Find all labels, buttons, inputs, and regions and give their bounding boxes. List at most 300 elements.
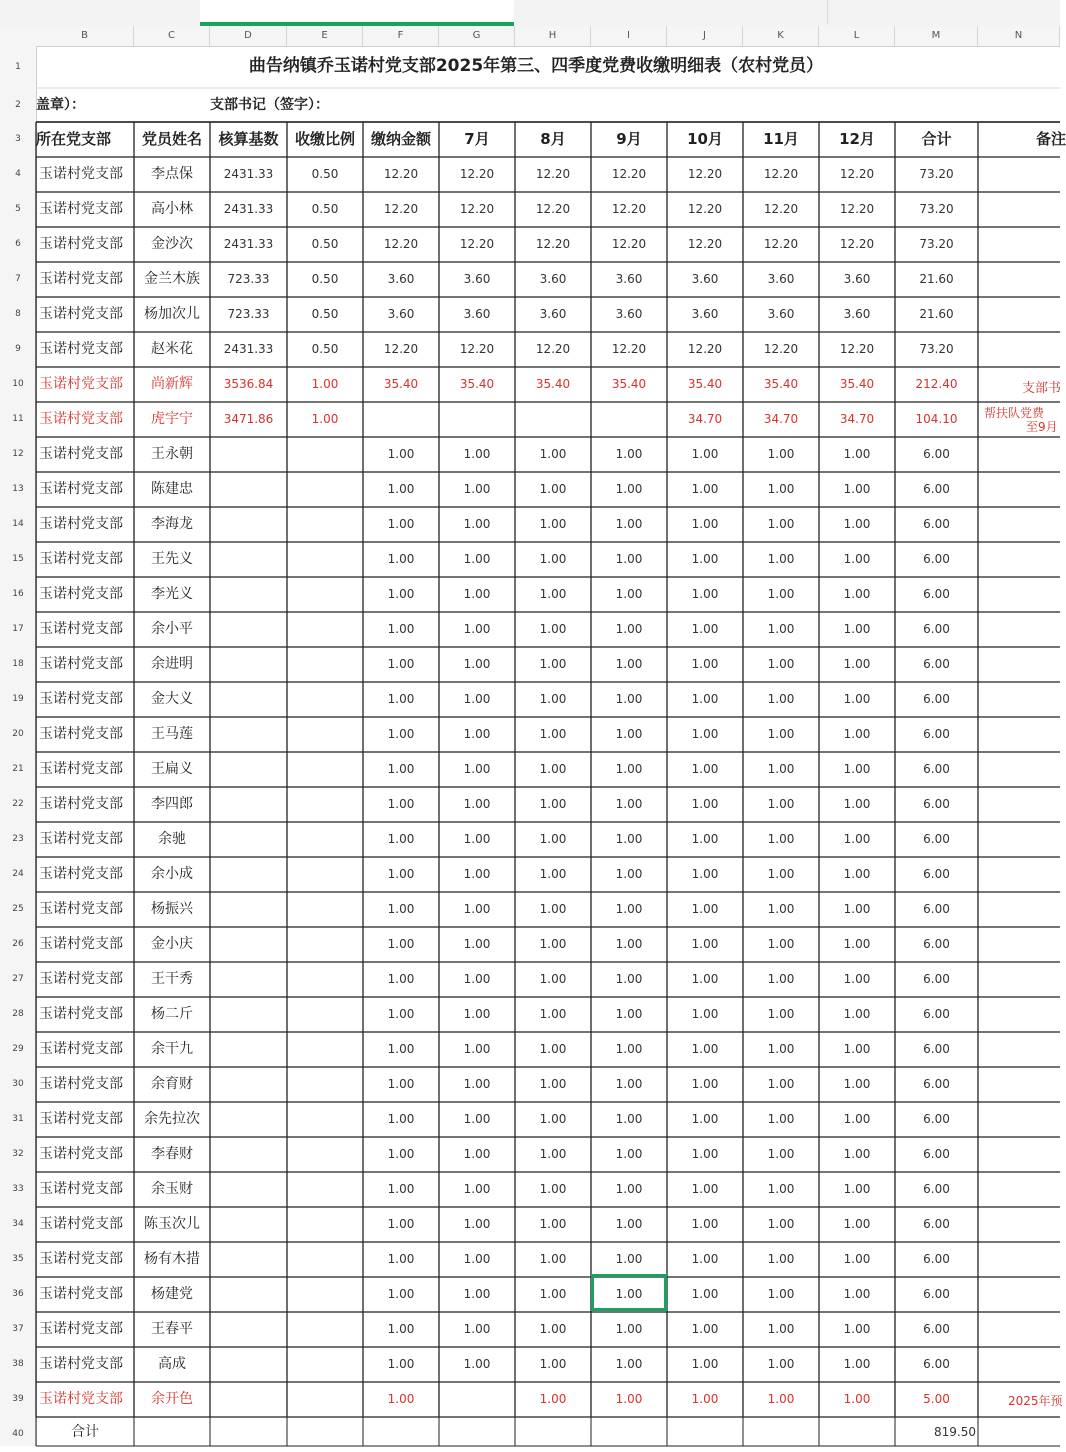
branch-cell[interactable]: 玉诺村党支部 bbox=[39, 1216, 123, 1232]
value-cell[interactable]: 1.00 bbox=[463, 727, 491, 741]
member-name-cell[interactable]: 金大义 bbox=[151, 691, 193, 707]
value-cell[interactable]: 1.00 bbox=[539, 1182, 567, 1196]
value-cell[interactable]: 3.60 bbox=[691, 272, 719, 286]
value-cell[interactable]: 1.00 bbox=[615, 1392, 643, 1406]
value-cell[interactable]: 1.00 bbox=[463, 937, 491, 951]
value-cell[interactable]: 6.00 bbox=[923, 1147, 950, 1161]
value-cell[interactable]: 12.20 bbox=[839, 342, 875, 356]
value-cell[interactable]: 1.00 bbox=[615, 762, 643, 776]
value-cell[interactable]: 6.00 bbox=[923, 1007, 950, 1021]
value-cell[interactable] bbox=[210, 927, 287, 962]
row-number[interactable]: 15 bbox=[12, 554, 24, 564]
value-cell[interactable]: 1.00 bbox=[387, 902, 415, 916]
member-name-cell[interactable]: 余小平 bbox=[151, 621, 193, 637]
value-cell[interactable] bbox=[287, 1347, 363, 1382]
value-cell[interactable]: 1.00 bbox=[843, 1217, 871, 1231]
value-cell[interactable]: 1.00 bbox=[539, 1217, 567, 1231]
value-cell[interactable]: 34.70 bbox=[839, 412, 875, 426]
value-cell[interactable]: 73.20 bbox=[919, 342, 954, 356]
value-cell[interactable]: 1.00 bbox=[387, 1112, 415, 1126]
value-cell[interactable]: 12.20 bbox=[611, 167, 647, 181]
value-cell[interactable]: 1.00 bbox=[539, 867, 567, 881]
value-cell[interactable]: 1.00 bbox=[539, 1147, 567, 1161]
value-cell[interactable]: 1.00 bbox=[539, 657, 567, 671]
value-cell[interactable] bbox=[210, 1312, 287, 1347]
row-number[interactable]: 28 bbox=[12, 1009, 24, 1019]
member-name-cell[interactable]: 余干九 bbox=[151, 1041, 193, 1057]
value-cell[interactable]: 1.00 bbox=[767, 552, 795, 566]
branch-cell[interactable]: 玉诺村党支部 bbox=[39, 726, 123, 742]
row-number[interactable]: 31 bbox=[12, 1114, 24, 1124]
value-cell[interactable] bbox=[210, 1347, 287, 1382]
row-number[interactable]: 40 bbox=[12, 1429, 24, 1439]
value-cell[interactable]: 6.00 bbox=[923, 482, 950, 496]
value-cell[interactable]: 12.20 bbox=[839, 167, 875, 181]
row-number[interactable]: 34 bbox=[12, 1219, 24, 1229]
value-cell[interactable]: 1.00 bbox=[767, 1322, 795, 1336]
value-cell[interactable]: 1.00 bbox=[539, 1077, 567, 1091]
value-cell[interactable]: 1.00 bbox=[387, 517, 415, 531]
value-cell[interactable]: 6.00 bbox=[923, 727, 950, 741]
value-cell[interactable]: 1.00 bbox=[387, 1147, 415, 1161]
value-cell[interactable] bbox=[210, 822, 287, 857]
value-cell[interactable]: 1.00 bbox=[691, 1357, 719, 1371]
value-cell[interactable] bbox=[287, 1032, 363, 1067]
value-cell[interactable]: 2431.33 bbox=[223, 167, 274, 181]
row-number[interactable]: 1 bbox=[15, 62, 21, 72]
value-cell[interactable]: 2431.33 bbox=[223, 342, 274, 356]
value-cell[interactable]: 35.40 bbox=[687, 377, 723, 391]
row-number[interactable]: 30 bbox=[12, 1079, 24, 1089]
value-cell[interactable]: 1.00 bbox=[843, 1042, 871, 1056]
member-name-cell[interactable]: 王干秀 bbox=[151, 971, 193, 987]
branch-cell[interactable]: 玉诺村党支部 bbox=[39, 656, 123, 672]
value-cell[interactable]: 1.00 bbox=[463, 867, 491, 881]
value-cell[interactable]: 6.00 bbox=[923, 447, 950, 461]
column-letter-M[interactable]: M bbox=[895, 26, 978, 46]
value-cell[interactable]: 3.60 bbox=[463, 272, 491, 286]
value-cell[interactable]: 1.00 bbox=[767, 1077, 795, 1091]
row-number[interactable]: 23 bbox=[12, 834, 24, 844]
value-cell[interactable]: 1.00 bbox=[615, 832, 643, 846]
value-cell[interactable] bbox=[210, 577, 287, 612]
value-cell[interactable]: 6.00 bbox=[923, 1042, 950, 1056]
value-cell[interactable]: 1.00 bbox=[463, 692, 491, 706]
value-cell[interactable]: 1.00 bbox=[387, 972, 415, 986]
branch-cell[interactable]: 玉诺村党支部 bbox=[39, 551, 123, 567]
row-number[interactable]: 26 bbox=[12, 939, 24, 949]
value-cell[interactable]: 1.00 bbox=[843, 1322, 871, 1336]
row-number[interactable]: 29 bbox=[12, 1044, 24, 1054]
branch-cell[interactable]: 玉诺村党支部 bbox=[39, 761, 123, 777]
value-cell[interactable]: 12.20 bbox=[535, 167, 571, 181]
value-cell[interactable]: 1.00 bbox=[615, 517, 643, 531]
row-number[interactable]: 35 bbox=[12, 1254, 24, 1264]
value-cell[interactable]: 1.00 bbox=[767, 622, 795, 636]
value-cell[interactable]: 12.20 bbox=[763, 342, 799, 356]
value-cell[interactable]: 6.00 bbox=[923, 1322, 950, 1336]
value-cell[interactable] bbox=[363, 402, 439, 437]
value-cell[interactable]: 34.70 bbox=[763, 412, 799, 426]
value-cell[interactable]: 1.00 bbox=[539, 517, 567, 531]
branch-cell[interactable]: 玉诺村党支部 bbox=[39, 936, 123, 952]
value-cell[interactable]: 1.00 bbox=[767, 1182, 795, 1196]
value-cell[interactable]: 1.00 bbox=[615, 1357, 643, 1371]
value-cell[interactable]: 1.00 bbox=[691, 1077, 719, 1091]
value-cell[interactable]: 1.00 bbox=[387, 552, 415, 566]
value-cell[interactable]: 1.00 bbox=[387, 482, 415, 496]
value-cell[interactable]: 1.00 bbox=[691, 692, 719, 706]
value-cell[interactable] bbox=[591, 402, 667, 437]
member-name-cell[interactable]: 余进明 bbox=[151, 656, 193, 672]
member-name-cell[interactable]: 高小林 bbox=[151, 201, 193, 217]
branch-cell[interactable]: 玉诺村党支部 bbox=[39, 271, 123, 287]
grand-total-value[interactable]: 819.50 bbox=[934, 1425, 976, 1439]
value-cell[interactable]: 1.00 bbox=[387, 1217, 415, 1231]
branch-cell[interactable]: 玉诺村党支部 bbox=[39, 516, 123, 532]
value-cell[interactable]: 1.00 bbox=[843, 1077, 871, 1091]
value-cell[interactable] bbox=[287, 1207, 363, 1242]
value-cell[interactable]: 1.00 bbox=[843, 832, 871, 846]
value-cell[interactable]: 1.00 bbox=[767, 902, 795, 916]
column-letter-H[interactable]: H bbox=[515, 26, 591, 46]
value-cell[interactable]: 1.00 bbox=[387, 1322, 415, 1336]
value-cell[interactable]: 1.00 bbox=[539, 937, 567, 951]
value-cell[interactable]: 12.20 bbox=[535, 237, 571, 251]
value-cell[interactable] bbox=[210, 682, 287, 717]
column-letter-G[interactable]: G bbox=[439, 26, 515, 46]
column-letter-B[interactable]: B bbox=[36, 26, 134, 46]
value-cell[interactable]: 1.00 bbox=[463, 1287, 491, 1301]
value-cell[interactable]: 1.00 bbox=[463, 447, 491, 461]
value-cell[interactable] bbox=[287, 997, 363, 1032]
value-cell[interactable]: 3.60 bbox=[539, 272, 567, 286]
value-cell[interactable] bbox=[287, 542, 363, 577]
value-cell[interactable]: 1.00 bbox=[843, 1182, 871, 1196]
value-cell[interactable] bbox=[210, 857, 287, 892]
value-cell[interactable]: 6.00 bbox=[923, 797, 950, 811]
value-cell[interactable]: 21.60 bbox=[919, 307, 954, 321]
row-number[interactable]: 39 bbox=[12, 1394, 24, 1404]
value-cell[interactable]: 12.20 bbox=[763, 167, 799, 181]
branch-cell[interactable]: 玉诺村党支部 bbox=[39, 1006, 123, 1022]
value-cell[interactable]: 1.00 bbox=[843, 867, 871, 881]
value-cell[interactable]: 6.00 bbox=[923, 1217, 950, 1231]
value-cell[interactable]: 1.00 bbox=[691, 902, 719, 916]
value-cell[interactable]: 12.20 bbox=[687, 237, 723, 251]
value-cell[interactable]: 6.00 bbox=[923, 1182, 950, 1196]
value-cell[interactable]: 3.60 bbox=[463, 307, 491, 321]
value-cell[interactable]: 12.20 bbox=[459, 202, 495, 216]
branch-cell[interactable]: 玉诺村党支部 bbox=[39, 1356, 123, 1372]
value-cell[interactable]: 1.00 bbox=[387, 762, 415, 776]
column-letter-F[interactable]: F bbox=[363, 26, 439, 46]
row-number[interactable]: 36 bbox=[12, 1289, 24, 1299]
value-cell[interactable]: 12.20 bbox=[611, 342, 647, 356]
value-cell[interactable] bbox=[210, 1172, 287, 1207]
value-cell[interactable]: 1.00 bbox=[615, 657, 643, 671]
value-cell[interactable]: 35.40 bbox=[383, 377, 419, 391]
branch-cell[interactable]: 玉诺村党支部 bbox=[39, 1146, 123, 1162]
value-cell[interactable]: 1.00 bbox=[539, 692, 567, 706]
value-cell[interactable]: 1.00 bbox=[843, 1252, 871, 1266]
value-cell[interactable]: 1.00 bbox=[843, 972, 871, 986]
member-name-cell[interactable]: 陈建忠 bbox=[151, 481, 193, 497]
selected-cell-indicator[interactable] bbox=[591, 1274, 667, 1311]
value-cell[interactable]: 12.20 bbox=[383, 202, 419, 216]
branch-cell[interactable]: 玉诺村党支部 bbox=[39, 1286, 123, 1302]
value-cell[interactable]: 12.20 bbox=[383, 342, 419, 356]
value-cell[interactable]: 12.20 bbox=[535, 202, 571, 216]
value-cell[interactable] bbox=[287, 1102, 363, 1137]
value-cell[interactable]: 3.60 bbox=[387, 307, 415, 321]
value-cell[interactable]: 1.00 bbox=[843, 1287, 871, 1301]
value-cell[interactable]: 1.00 bbox=[539, 1392, 567, 1406]
value-cell[interactable]: 12.20 bbox=[687, 342, 723, 356]
active-sheet-tab[interactable] bbox=[200, 0, 514, 26]
value-cell[interactable]: 1.00 bbox=[615, 972, 643, 986]
value-cell[interactable]: 0.50 bbox=[311, 167, 339, 181]
value-cell[interactable]: 1.00 bbox=[463, 482, 491, 496]
row-number[interactable]: 16 bbox=[12, 589, 24, 599]
column-letter-J[interactable]: J bbox=[667, 26, 743, 46]
value-cell[interactable]: 12.20 bbox=[839, 237, 875, 251]
value-cell[interactable]: 1.00 bbox=[615, 1217, 643, 1231]
value-cell[interactable] bbox=[287, 1277, 363, 1312]
branch-cell[interactable]: 玉诺村党支部 bbox=[39, 1181, 123, 1197]
value-cell[interactable]: 1.00 bbox=[615, 867, 643, 881]
branch-cell[interactable]: 玉诺村党支部 bbox=[39, 1076, 123, 1092]
row-number[interactable]: 17 bbox=[12, 624, 24, 634]
value-cell[interactable]: 3.60 bbox=[615, 307, 643, 321]
value-cell[interactable]: 2431.33 bbox=[223, 237, 274, 251]
member-name-cell[interactable]: 王扁义 bbox=[151, 761, 193, 777]
member-name-cell[interactable]: 赵米花 bbox=[151, 341, 193, 357]
value-cell[interactable]: 1.00 bbox=[387, 797, 415, 811]
row-number[interactable]: 2 bbox=[15, 100, 21, 110]
member-name-cell[interactable]: 金小庆 bbox=[151, 936, 193, 952]
value-cell[interactable]: 1.00 bbox=[691, 1322, 719, 1336]
value-cell[interactable]: 1.00 bbox=[691, 1287, 719, 1301]
row-number[interactable]: 7 bbox=[15, 274, 21, 284]
value-cell[interactable]: 1.00 bbox=[843, 1392, 871, 1406]
value-cell[interactable]: 1.00 bbox=[691, 1042, 719, 1056]
member-name-cell[interactable]: 余先拉次 bbox=[144, 1111, 200, 1127]
value-cell[interactable] bbox=[210, 787, 287, 822]
branch-cell[interactable]: 玉诺村党支部 bbox=[39, 691, 123, 707]
member-name-cell[interactable]: 杨有木措 bbox=[144, 1251, 200, 1267]
row-number[interactable]: 25 bbox=[12, 904, 24, 914]
value-cell[interactable]: 12.20 bbox=[459, 167, 495, 181]
row-number[interactable]: 27 bbox=[12, 974, 24, 984]
branch-cell[interactable]: 玉诺村党支部 bbox=[39, 1251, 123, 1267]
value-cell[interactable] bbox=[210, 647, 287, 682]
value-cell[interactable]: 6.00 bbox=[923, 762, 950, 776]
value-cell[interactable]: 6.00 bbox=[923, 1252, 950, 1266]
value-cell[interactable]: 12.20 bbox=[383, 237, 419, 251]
value-cell[interactable] bbox=[210, 997, 287, 1032]
value-cell[interactable] bbox=[287, 1067, 363, 1102]
value-cell[interactable] bbox=[287, 682, 363, 717]
row-number[interactable]: 38 bbox=[12, 1359, 24, 1369]
value-cell[interactable]: 1.00 bbox=[843, 692, 871, 706]
value-cell[interactable]: 3.60 bbox=[767, 307, 795, 321]
value-cell[interactable] bbox=[210, 437, 287, 472]
value-cell[interactable] bbox=[287, 752, 363, 787]
value-cell[interactable]: 35.40 bbox=[459, 377, 495, 391]
value-cell[interactable]: 1.00 bbox=[691, 937, 719, 951]
value-cell[interactable]: 1.00 bbox=[387, 1392, 415, 1406]
value-cell[interactable]: 1.00 bbox=[767, 972, 795, 986]
member-name-cell[interactable]: 尚新辉 bbox=[151, 376, 193, 392]
value-cell[interactable] bbox=[210, 752, 287, 787]
value-cell[interactable]: 1.00 bbox=[387, 587, 415, 601]
value-cell[interactable]: 1.00 bbox=[767, 867, 795, 881]
value-cell[interactable]: 3.60 bbox=[539, 307, 567, 321]
value-cell[interactable]: 3.60 bbox=[843, 272, 871, 286]
member-name-cell[interactable]: 王先义 bbox=[151, 551, 193, 567]
value-cell[interactable] bbox=[287, 927, 363, 962]
value-cell[interactable]: 1.00 bbox=[387, 1182, 415, 1196]
value-cell[interactable]: 0.50 bbox=[311, 202, 339, 216]
value-cell[interactable]: 0.50 bbox=[311, 342, 339, 356]
value-cell[interactable]: 1.00 bbox=[463, 1112, 491, 1126]
branch-cell[interactable]: 玉诺村党支部 bbox=[39, 796, 123, 812]
value-cell[interactable]: 1.00 bbox=[691, 1392, 719, 1406]
value-cell[interactable]: 6.00 bbox=[923, 937, 950, 951]
value-cell[interactable]: 1.00 bbox=[539, 832, 567, 846]
member-name-cell[interactable]: 李点保 bbox=[151, 166, 193, 182]
member-name-cell[interactable]: 余育财 bbox=[151, 1076, 193, 1092]
value-cell[interactable]: 35.40 bbox=[535, 377, 571, 391]
value-cell[interactable] bbox=[210, 472, 287, 507]
value-cell[interactable]: 1.00 bbox=[691, 552, 719, 566]
value-cell[interactable]: 1.00 bbox=[463, 622, 491, 636]
member-name-cell[interactable]: 李四郎 bbox=[151, 796, 193, 812]
value-cell[interactable]: 12.20 bbox=[611, 202, 647, 216]
value-cell[interactable] bbox=[210, 1137, 287, 1172]
value-cell[interactable]: 1.00 bbox=[767, 1147, 795, 1161]
value-cell[interactable]: 6.00 bbox=[923, 867, 950, 881]
value-cell[interactable]: 1.00 bbox=[615, 447, 643, 461]
member-name-cell[interactable]: 余玉财 bbox=[151, 1181, 193, 1197]
value-cell[interactable] bbox=[210, 1207, 287, 1242]
value-cell[interactable]: 1.00 bbox=[691, 1217, 719, 1231]
value-cell[interactable]: 1.00 bbox=[691, 657, 719, 671]
value-cell[interactable]: 1.00 bbox=[463, 1147, 491, 1161]
value-cell[interactable]: 1.00 bbox=[387, 657, 415, 671]
value-cell[interactable]: 1.00 bbox=[691, 972, 719, 986]
value-cell[interactable]: 12.20 bbox=[839, 202, 875, 216]
value-cell[interactable]: 1.00 bbox=[767, 1287, 795, 1301]
value-cell[interactable]: 1.00 bbox=[767, 657, 795, 671]
value-cell[interactable]: 73.20 bbox=[919, 202, 954, 216]
value-cell[interactable]: 6.00 bbox=[923, 832, 950, 846]
value-cell[interactable] bbox=[287, 507, 363, 542]
value-cell[interactable]: 1.00 bbox=[843, 482, 871, 496]
row-number[interactable]: 24 bbox=[12, 869, 24, 879]
row-number[interactable]: 12 bbox=[12, 449, 24, 459]
value-cell[interactable]: 1.00 bbox=[387, 1357, 415, 1371]
value-cell[interactable]: 12.20 bbox=[535, 342, 571, 356]
value-cell[interactable]: 1.00 bbox=[311, 412, 339, 426]
value-cell[interactable]: 1.00 bbox=[463, 1077, 491, 1091]
member-name-cell[interactable]: 王永朝 bbox=[151, 446, 193, 462]
value-cell[interactable]: 1.00 bbox=[463, 1217, 491, 1231]
branch-cell[interactable]: 玉诺村党支部 bbox=[39, 376, 123, 392]
value-cell[interactable]: 1.00 bbox=[691, 727, 719, 741]
value-cell[interactable]: 1.00 bbox=[615, 1077, 643, 1091]
branch-cell[interactable]: 玉诺村党支部 bbox=[39, 446, 123, 462]
value-cell[interactable]: 6.00 bbox=[923, 1357, 950, 1371]
value-cell[interactable]: 12.20 bbox=[763, 237, 799, 251]
value-cell[interactable]: 1.00 bbox=[691, 622, 719, 636]
value-cell[interactable]: 723.33 bbox=[227, 307, 270, 321]
member-name-cell[interactable]: 余开色 bbox=[151, 1391, 193, 1407]
value-cell[interactable] bbox=[210, 1277, 287, 1312]
value-cell[interactable]: 1.00 bbox=[843, 902, 871, 916]
value-cell[interactable]: 1.00 bbox=[691, 482, 719, 496]
value-cell[interactable]: 1.00 bbox=[539, 587, 567, 601]
value-cell[interactable]: 1.00 bbox=[387, 622, 415, 636]
branch-cell[interactable]: 玉诺村党支部 bbox=[39, 971, 123, 987]
value-cell[interactable]: 1.00 bbox=[463, 1357, 491, 1371]
value-cell[interactable]: 1.00 bbox=[539, 447, 567, 461]
value-cell[interactable]: 1.00 bbox=[767, 1042, 795, 1056]
value-cell[interactable]: 1.00 bbox=[463, 797, 491, 811]
value-cell[interactable] bbox=[287, 1137, 363, 1172]
value-cell[interactable]: 1.00 bbox=[615, 587, 643, 601]
member-name-cell[interactable]: 杨振兴 bbox=[151, 901, 193, 917]
value-cell[interactable]: 1.00 bbox=[387, 1007, 415, 1021]
value-cell[interactable]: 1.00 bbox=[691, 797, 719, 811]
value-cell[interactable]: 12.20 bbox=[611, 237, 647, 251]
value-cell[interactable]: 1.00 bbox=[463, 1252, 491, 1266]
value-cell[interactable]: 1.00 bbox=[463, 1322, 491, 1336]
branch-cell[interactable]: 玉诺村党支部 bbox=[39, 1391, 123, 1407]
value-cell[interactable] bbox=[439, 402, 515, 437]
value-cell[interactable] bbox=[287, 822, 363, 857]
value-cell[interactable]: 1.00 bbox=[691, 1182, 719, 1196]
value-cell[interactable] bbox=[210, 1382, 287, 1417]
value-cell[interactable]: 1.00 bbox=[615, 797, 643, 811]
value-cell[interactable]: 1.00 bbox=[387, 1287, 415, 1301]
row-number[interactable]: 13 bbox=[12, 484, 24, 494]
value-cell[interactable]: 6.00 bbox=[923, 1287, 950, 1301]
value-cell[interactable]: 723.33 bbox=[227, 272, 270, 286]
branch-cell[interactable]: 玉诺村党支部 bbox=[39, 586, 123, 602]
value-cell[interactable] bbox=[287, 857, 363, 892]
branch-cell[interactable]: 玉诺村党支部 bbox=[39, 341, 123, 357]
value-cell[interactable] bbox=[210, 717, 287, 752]
value-cell[interactable]: 1.00 bbox=[843, 622, 871, 636]
value-cell[interactable]: 6.00 bbox=[923, 517, 950, 531]
branch-cell[interactable]: 玉诺村党支部 bbox=[39, 621, 123, 637]
value-cell[interactable]: 6.00 bbox=[923, 552, 950, 566]
value-cell[interactable]: 1.00 bbox=[463, 1042, 491, 1056]
value-cell[interactable]: 73.20 bbox=[919, 237, 954, 251]
value-cell[interactable]: 1.00 bbox=[615, 1322, 643, 1336]
value-cell[interactable]: 1.00 bbox=[463, 762, 491, 776]
branch-cell[interactable]: 玉诺村党支部 bbox=[39, 901, 123, 917]
value-cell[interactable]: 1.00 bbox=[387, 1042, 415, 1056]
value-cell[interactable]: 1.00 bbox=[843, 1147, 871, 1161]
value-cell[interactable] bbox=[287, 647, 363, 682]
column-letter-E[interactable]: E bbox=[287, 26, 363, 46]
value-cell[interactable]: 1.00 bbox=[387, 692, 415, 706]
row-number[interactable]: 19 bbox=[12, 694, 24, 704]
value-cell[interactable]: 1.00 bbox=[539, 727, 567, 741]
